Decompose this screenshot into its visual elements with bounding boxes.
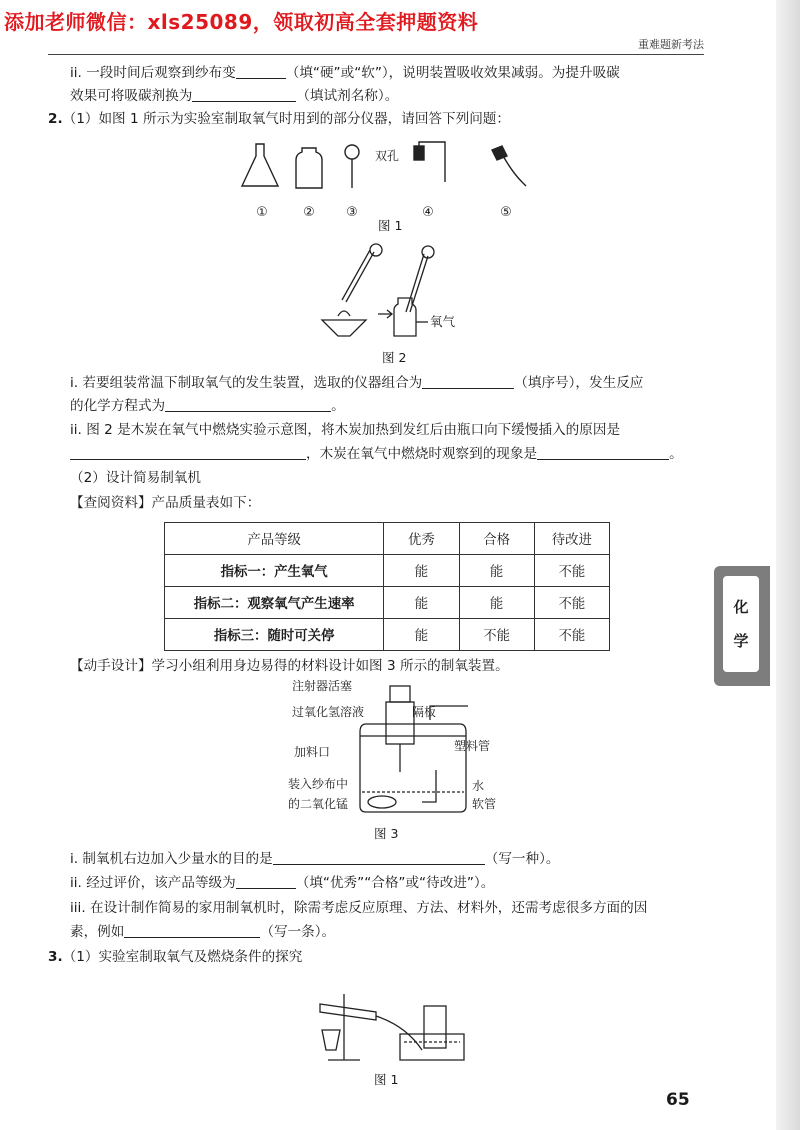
arrow-icon: [378, 310, 392, 318]
q1-ii-text-c: 效果可将吸碳剂换为: [70, 88, 193, 104]
table-header-cell: 优秀: [384, 523, 459, 555]
soft-tube-icon: [422, 770, 436, 802]
answer-blank[interactable]: [165, 397, 331, 412]
q2-i-line2: [70, 395, 345, 417]
q2-part2-title: （2）设计简易制氧机: [70, 470, 201, 486]
q2-2-i-line: [70, 848, 560, 870]
crucible-tongs-icon: [342, 250, 370, 300]
conical-flask-icon: [242, 144, 278, 186]
figure-2-caption: 图 2: [382, 350, 407, 365]
page-edge-shadow: [776, 0, 800, 1130]
q2-2-iii-line1: iii. 在设计制作简易的家用制氧机时，除需考虑反应原理、方法、材料外，还需考虑很多方面的因: [70, 900, 648, 916]
table-cell: 不能: [534, 555, 609, 587]
mno2-label-1: 装入纱布中: [288, 777, 349, 791]
promo-banner: 添加老师微信：xls25089，领取初高全套押题资料: [4, 10, 479, 34]
instrument-label-3: ③: [346, 205, 358, 220]
q3-title-text: （1）实验室制取氧气及燃烧条件的探究: [62, 949, 303, 965]
figure-3-caption: 图 3: [374, 826, 399, 841]
q2-ii-line2: [70, 443, 683, 465]
partition-label: 隔板: [412, 705, 437, 719]
q2-2-iii-line2: [70, 921, 335, 943]
q2-2-ii-line: [70, 872, 494, 894]
q1-ii-text-d: （填试剂名称）。: [296, 88, 399, 104]
answer-blank[interactable]: [192, 87, 296, 102]
q2-2-iii-text-b: （写一条）。: [260, 924, 336, 940]
thistle-funnel-icon: [345, 145, 359, 159]
double-hole-label: 双孔: [375, 149, 400, 163]
syringe-plunger-icon: [390, 686, 410, 702]
table-row: [165, 619, 610, 651]
q2-i-text-b: （填序号），发生反应: [514, 375, 644, 391]
manganese-dioxide-pouch-icon: [368, 796, 396, 808]
answer-blank[interactable]: [70, 445, 306, 460]
section-header: 重难题新考法: [638, 38, 704, 51]
plastic-tube-label: 塑料管: [454, 739, 491, 753]
inlet-label: 加料口: [294, 745, 331, 759]
hand-icon: [370, 244, 382, 256]
water-trough-icon: [400, 1034, 464, 1060]
instrument-label-2: ②: [303, 205, 315, 220]
q1-ii-line2: [70, 85, 398, 107]
mno2-label-2: 的二氧化锰: [288, 797, 349, 811]
subject-char-2: 学: [733, 632, 749, 650]
table-header-cell: 合格: [459, 523, 534, 555]
question-number: 2.: [48, 111, 63, 127]
lookup-heading: 【查阅资料】产品质量表如下：: [70, 495, 261, 511]
oxygen-label: 氧气: [430, 314, 456, 329]
q2-ii-line1: ii. 图 2 是木炭在氧气中燃烧实验示意图，将木炭加热到发红后由瓶口向下缓慢插入的原因是: [70, 422, 621, 438]
table-cell: 能: [459, 555, 534, 587]
answer-blank[interactable]: [236, 874, 296, 889]
answer-blank[interactable]: [236, 64, 286, 79]
q2-2-ii-text-b: （填“优秀”“合格”或“待改进”）。: [295, 875, 495, 891]
page-number: 65: [666, 1090, 690, 1110]
instrument-label-5: ⑤: [500, 205, 512, 220]
instrument-label-4: ④: [422, 205, 434, 220]
q2-i-text-d: 。: [331, 398, 345, 414]
table-header-cell: 产品等级: [165, 523, 384, 555]
syringe-label: 注射器活塞: [292, 679, 353, 693]
q1-ii-text-a: ii. 一段时间后观察到纱布变: [70, 65, 236, 81]
subject-char-1: 化: [733, 598, 749, 616]
table-cell: 能: [384, 587, 459, 619]
table-cell: 能: [384, 555, 459, 587]
hose-label: 软管: [472, 797, 497, 811]
design-heading: 【动手设计】学习小组利用身边易得的材料设计如图 3 所示的制氧装置。: [70, 658, 509, 674]
q2-intro-text: （1）如图 1 所示为实验室制取氧气时用到的部分仪器，请回答下列问题：: [62, 111, 510, 127]
header-divider: [48, 54, 704, 55]
table-cell: 能: [459, 587, 534, 619]
instrument-label-1: ①: [256, 205, 268, 220]
syringe-barrel-icon: [386, 702, 414, 744]
water-label: 水: [472, 779, 485, 793]
container-icon: [360, 724, 466, 812]
q2-2-i-text-b: （写一种）。: [484, 851, 560, 867]
q2-2-ii-text-a: ii. 经过评价，该产品等级为: [70, 875, 236, 891]
table-cell: 指标三：随时可关停: [165, 619, 384, 651]
subject-side-tab: [714, 566, 770, 686]
figure-3-oxygen-generator: [286, 676, 516, 822]
q2-i-text-a: i. 若要组装常温下制取氧气的发生装置，选取的仪器组合为: [70, 375, 423, 391]
q3-figure-1-caption: 图 1: [374, 1072, 399, 1087]
table-cell: 不能: [459, 619, 534, 651]
q3-figure-1-apparatus: [300, 990, 470, 1066]
table-cell: 指标一：产生氧气: [165, 555, 384, 587]
figure-2-charcoal-burning: [318, 240, 468, 340]
table-header-cell: 待改进: [534, 523, 609, 555]
q1-ii-line1: [70, 62, 620, 84]
q1-ii-text-b: （填“硬”或“软”），说明装置吸收效果减弱。为提升吸碳: [285, 65, 620, 81]
q2-2-iii-text-a: 素，例如: [70, 924, 125, 940]
answer-blank[interactable]: [124, 923, 260, 938]
table-cell: 不能: [534, 619, 609, 651]
q2-i-text-c: 的化学方程式为: [70, 398, 166, 414]
table-row: [165, 587, 610, 619]
table-cell: 指标二：观察氧气产生速率: [165, 587, 384, 619]
q2-i-line1: [70, 372, 643, 394]
answer-blank[interactable]: [422, 374, 514, 389]
table-cell: 不能: [534, 587, 609, 619]
q2-ii-text-b: 。: [669, 446, 683, 462]
delivery-tube-icon: [376, 1016, 422, 1050]
q2-intro: [48, 108, 510, 130]
quality-table: [164, 522, 610, 651]
question-number: 3.: [48, 949, 63, 965]
alcohol-lamp-icon: [322, 320, 366, 336]
q2-2-i-text-a: i. 制氧机右边加入少量水的目的是: [70, 851, 273, 867]
figure-1-caption: 图 1: [378, 218, 403, 233]
table-header-row: [165, 523, 610, 555]
test-tube-icon: [320, 1004, 376, 1020]
table-cell: 能: [384, 619, 459, 651]
figure-1-apparatus: [236, 136, 536, 226]
answer-blank[interactable]: [273, 850, 485, 865]
gas-bottle-icon: [296, 148, 322, 188]
peroxide-label: 过氧化氢溶液: [292, 705, 365, 719]
q3-title: [48, 946, 302, 968]
answer-blank[interactable]: [537, 445, 669, 460]
table-row: [165, 555, 610, 587]
alcohol-lamp-icon: [322, 1030, 340, 1050]
q2-ii-text-a: ，木炭在氧气中燃烧时观察到的现象是: [306, 446, 538, 462]
